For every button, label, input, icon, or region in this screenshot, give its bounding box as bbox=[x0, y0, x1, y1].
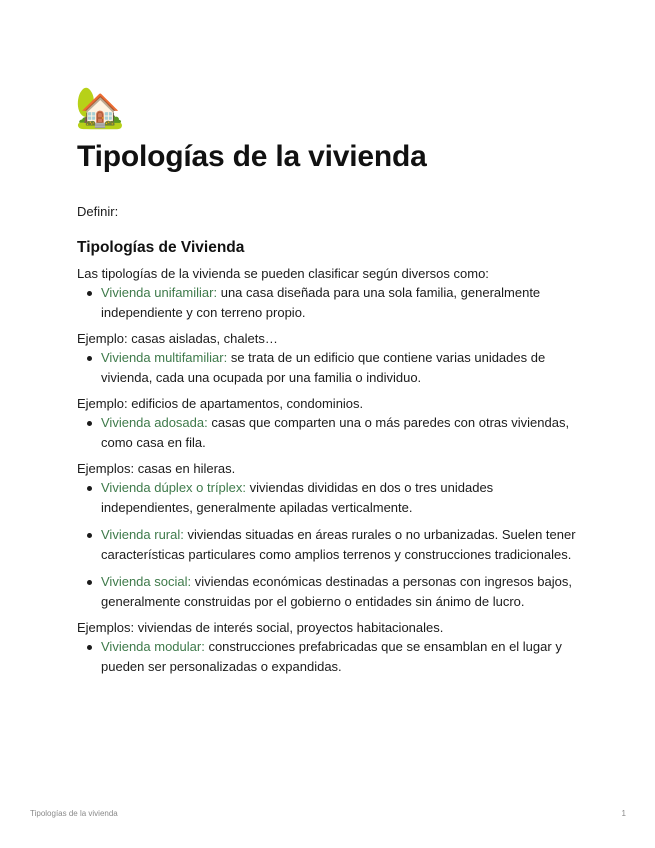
list-item bbox=[77, 348, 582, 387]
term-description: viviendas situadas en áreas rurales o no urbanizadas. Suelen tener características particulares como amplios terrenos y construcciones tradicionales. bbox=[101, 527, 576, 562]
footer-title: Tipologías de la vivienda bbox=[30, 809, 118, 818]
section-heading: Tipologías de Vivienda bbox=[77, 239, 245, 256]
bullet-dot-icon bbox=[87, 356, 92, 361]
bullet-list bbox=[77, 283, 582, 322]
term-label: Vivienda modular: bbox=[101, 639, 205, 654]
example-text: Ejemplo: casas aisladas, chalets… bbox=[77, 331, 278, 346]
term-label: Vivienda multifamiliar: bbox=[101, 350, 228, 365]
bullet-list bbox=[77, 478, 582, 611]
example-text: Ejemplo: edificios de apartamentos, condominios. bbox=[77, 396, 364, 411]
list-item bbox=[77, 413, 582, 452]
term-label: Vivienda rural: bbox=[101, 527, 184, 542]
section-intro: Las tipologías de la vivienda se pueden clasificar según diversos como: bbox=[77, 266, 489, 281]
term-description: construcciones prefabricadas que se ensamblan en el lugar y pueden ser personalizadas o expandidas. bbox=[101, 639, 562, 674]
list-item bbox=[77, 572, 582, 611]
list-item bbox=[77, 478, 582, 517]
bullet-dot-icon bbox=[87, 291, 92, 296]
bullet-dot-icon bbox=[87, 421, 92, 426]
term-description: casas que comparten una o más paredes con otras viviendas, como casa en fila. bbox=[101, 415, 570, 450]
bullet-dot-icon bbox=[87, 486, 92, 491]
bullet-list bbox=[77, 348, 582, 387]
document-page bbox=[77, 84, 582, 676]
term-description: viviendas económicas destinadas a personas con ingresos bajos, generalmente construidas por el gobierno o entidades sin ánimo de lucro. bbox=[101, 574, 572, 609]
bullet-dot-icon bbox=[87, 580, 92, 585]
page-title: Tipologías de la vivienda bbox=[77, 140, 427, 173]
list-item bbox=[77, 637, 582, 676]
term-label: Vivienda dúplex o tríplex: bbox=[101, 480, 247, 495]
example-text: Ejemplos: viviendas de interés social, proyectos habitacionales. bbox=[77, 620, 444, 635]
bullet-list bbox=[77, 637, 582, 676]
bullet-list bbox=[77, 413, 582, 452]
example-text: Ejemplos: casas en hileras. bbox=[77, 461, 236, 476]
list-item bbox=[77, 525, 582, 564]
house-with-garden-icon: 🏡 bbox=[75, 86, 125, 130]
term-label: Vivienda social: bbox=[101, 574, 192, 589]
term-description: se trata de un edificio que contiene varias unidades de vivienda, cada una ocupada por una familia o individuo. bbox=[101, 350, 546, 385]
term-label: Vivienda unifamiliar: bbox=[101, 285, 218, 300]
term-description: una casa diseñada para una sola familia, generalmente independiente y con terreno propio. bbox=[101, 285, 541, 320]
bullet-dot-icon bbox=[87, 645, 92, 650]
term-label: Vivienda adosada: bbox=[101, 415, 208, 430]
footer-page-number: 1 bbox=[621, 809, 626, 818]
bullet-dot-icon bbox=[87, 533, 92, 538]
term-description: viviendas divididas en dos o tres unidades independientes, generalmente apiladas verticalmente. bbox=[101, 480, 494, 515]
definir-label: Definir: bbox=[77, 204, 119, 219]
list-item bbox=[77, 283, 582, 322]
